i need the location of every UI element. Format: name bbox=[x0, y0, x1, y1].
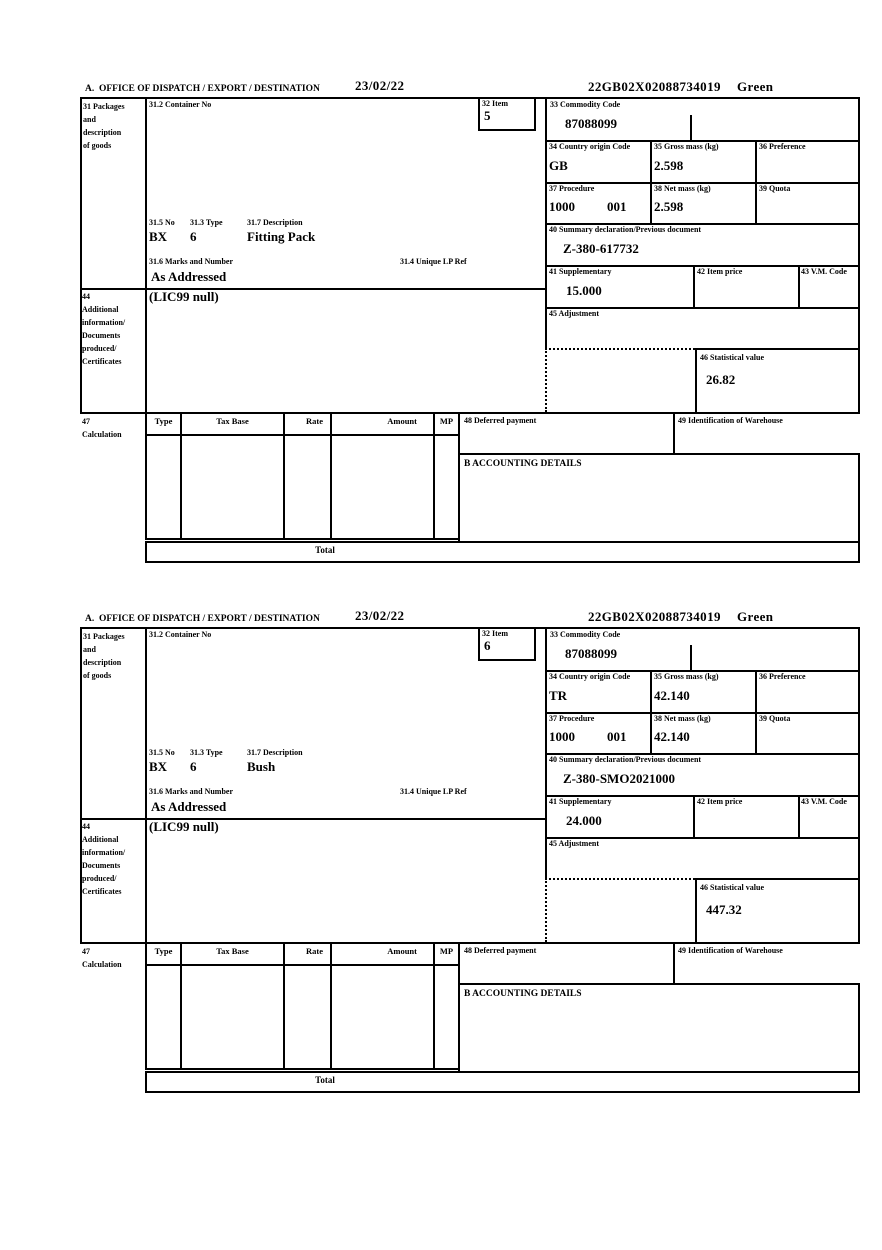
border-line bbox=[433, 412, 435, 538]
border-line bbox=[145, 1068, 458, 1070]
additional-information-value: (LIC99 null) bbox=[149, 289, 219, 304]
additional-information-value: (LIC99 null) bbox=[149, 819, 219, 834]
label-line: description bbox=[83, 128, 122, 137]
label-line: 47 bbox=[82, 947, 90, 956]
deferred-payment-label: 48 Deferred payment bbox=[464, 416, 537, 425]
border-line bbox=[80, 942, 860, 944]
border-line bbox=[145, 434, 460, 436]
marks-number-value: As Addressed bbox=[151, 269, 227, 284]
border-line bbox=[673, 412, 675, 453]
sad-continuation-form bbox=[0, 609, 882, 1139]
border-line bbox=[283, 942, 285, 1068]
net-mass-label: 38 Net mass (kg) bbox=[654, 184, 711, 193]
border-line bbox=[858, 97, 860, 412]
border-line bbox=[695, 878, 697, 942]
calc-col-rate: Rate bbox=[306, 946, 323, 956]
office-of-dispatch-label: A. OFFICE OF DISPATCH / EXPORT / DESTINATION bbox=[85, 84, 320, 94]
summary-declaration-value: Z-380-617732 bbox=[563, 241, 639, 256]
package-type-label: 31.3 Type bbox=[190, 748, 223, 757]
border-line bbox=[145, 627, 147, 942]
packages-description-label bbox=[83, 630, 125, 682]
net-mass-label: 38 Net mass (kg) bbox=[654, 714, 711, 723]
statistical-value-label: 46 Statistical value bbox=[700, 353, 764, 362]
label-line: information/ bbox=[82, 848, 126, 857]
preference-label: 36 Preference bbox=[759, 142, 806, 151]
supplementary-label: 41 Supplementary bbox=[549, 797, 612, 806]
border-line bbox=[650, 140, 652, 223]
summary-declaration-label: 40 Summary declaration/Previous document bbox=[549, 225, 702, 234]
label-line: of goods bbox=[83, 671, 112, 680]
calculation-label bbox=[82, 945, 122, 971]
goods-description-value: Fitting Pack bbox=[247, 229, 316, 244]
border-line bbox=[145, 964, 460, 966]
border-line bbox=[330, 412, 332, 538]
border-line bbox=[693, 265, 695, 307]
border-line bbox=[180, 412, 182, 538]
border-line bbox=[798, 795, 800, 837]
label-line: Additional bbox=[82, 305, 119, 314]
item-number: 5 bbox=[484, 108, 491, 123]
quota-label: 39 Quota bbox=[759, 184, 791, 193]
statistical-value: 447.32 bbox=[706, 902, 742, 917]
border-line bbox=[145, 412, 147, 538]
label-line: Certificates bbox=[82, 887, 122, 896]
label-line: and bbox=[83, 115, 96, 124]
label-line: produced/ bbox=[82, 874, 117, 883]
calc-col-taxbase: Tax Base bbox=[216, 416, 249, 426]
summary-declaration-label: 40 Summary declaration/Previous document bbox=[549, 755, 702, 764]
commodity-code-value: 87088099 bbox=[565, 646, 617, 661]
goods-description-value: Bush bbox=[247, 759, 276, 774]
calc-col-amount: Amount bbox=[387, 946, 417, 956]
commodity-code-divider bbox=[690, 645, 692, 670]
calc-col-taxbase: Tax Base bbox=[216, 946, 249, 956]
label-line: information/ bbox=[82, 318, 126, 327]
container-no-label: 31.2 Container No bbox=[149, 630, 212, 639]
statistical-value: 26.82 bbox=[706, 372, 736, 387]
item-label: 32 Item bbox=[482, 99, 508, 108]
calc-col-amount: Amount bbox=[387, 416, 417, 426]
border-line bbox=[858, 627, 860, 942]
country-origin-value: TR bbox=[549, 688, 568, 703]
border-line bbox=[695, 878, 860, 880]
item-price-label: 42 Item price bbox=[697, 797, 743, 806]
calc-col-rate: Rate bbox=[306, 416, 323, 426]
label-line: Documents bbox=[82, 861, 121, 870]
dotted-line bbox=[545, 348, 547, 412]
supplementary-value: 24.000 bbox=[566, 813, 602, 828]
procedure-label: 37 Procedure bbox=[549, 184, 595, 193]
quota-label: 39 Quota bbox=[759, 714, 791, 723]
office-of-dispatch-label: A. OFFICE OF DISPATCH / EXPORT / DESTINATION bbox=[85, 614, 320, 624]
dotted-line bbox=[545, 348, 695, 350]
description-label: 31.7 Description bbox=[247, 748, 303, 757]
border-line bbox=[145, 97, 147, 412]
border-line bbox=[695, 348, 697, 412]
preference-label: 36 Preference bbox=[759, 672, 806, 681]
package-count-value: 6 bbox=[190, 229, 197, 244]
sad-continuation-form bbox=[0, 79, 882, 609]
package-no-label: 31.5 No bbox=[149, 748, 175, 757]
border-line bbox=[145, 942, 147, 1068]
border-line bbox=[80, 97, 860, 99]
item-price-label: 42 Item price bbox=[697, 267, 743, 276]
package-kind-value: BX bbox=[149, 229, 168, 244]
total-label: Total bbox=[315, 545, 335, 555]
calc-col-type: Type bbox=[154, 946, 173, 956]
marks-number-label: 31.6 Marks and Number bbox=[149, 787, 234, 796]
package-no-label: 31.5 No bbox=[149, 218, 175, 227]
border-line bbox=[798, 265, 800, 307]
marks-number-label: 31.6 Marks and Number bbox=[149, 257, 234, 266]
supplementary-label: 41 Supplementary bbox=[549, 267, 612, 276]
border-line bbox=[755, 140, 757, 223]
marks-number-value: As Addressed bbox=[151, 799, 227, 814]
acceptance-date: 23/02/22 bbox=[355, 608, 405, 623]
border-line bbox=[673, 942, 675, 983]
additional-information-label bbox=[82, 820, 125, 898]
calc-col-mp: MP bbox=[439, 946, 454, 956]
label-line: Calculation bbox=[82, 430, 122, 439]
warehouse-id-label: 49 Identification of Warehouse bbox=[678, 416, 783, 425]
package-kind-value: BX bbox=[149, 759, 168, 774]
gross-mass-label: 35 Gross mass (kg) bbox=[654, 672, 719, 681]
vm-code-label: 43 V.M. Code bbox=[801, 267, 847, 276]
commodity-code-label: 33 Commodity Code bbox=[550, 630, 621, 639]
label-line: Certificates bbox=[82, 357, 122, 366]
label-line: of goods bbox=[83, 141, 112, 150]
net-mass-value: 2.598 bbox=[654, 199, 684, 214]
commodity-code-label: 33 Commodity Code bbox=[550, 100, 621, 109]
border-line bbox=[180, 942, 182, 1068]
label-line: Additional bbox=[82, 835, 119, 844]
declaration-reference: 22GB02X02088734019 bbox=[588, 79, 721, 94]
calc-col-mp: MP bbox=[439, 416, 454, 426]
container-no-label: 31.2 Container No bbox=[149, 100, 212, 109]
description-label: 31.7 Description bbox=[247, 218, 303, 227]
procedure-additional-value: 001 bbox=[607, 199, 627, 214]
border-line bbox=[80, 627, 860, 629]
label-line: 44 bbox=[82, 292, 90, 301]
label-line: 44 bbox=[82, 822, 90, 831]
accounting-details-label: B ACCOUNTING DETAILS bbox=[464, 989, 582, 999]
adjustment-label: 45 Adjustment bbox=[549, 309, 600, 318]
country-origin-label: 34 Country origin Code bbox=[549, 672, 631, 681]
additional-information-label bbox=[82, 290, 125, 368]
commodity-code-divider bbox=[690, 115, 692, 140]
packages-description-label bbox=[83, 100, 125, 152]
procedure-value: 1000 bbox=[549, 729, 575, 744]
adjustment-label: 45 Adjustment bbox=[549, 839, 600, 848]
dotted-line bbox=[545, 878, 695, 880]
summary-declaration-value: Z-380-SMO2021000 bbox=[563, 771, 675, 786]
routing-status: Green bbox=[737, 609, 774, 624]
border-line bbox=[330, 942, 332, 1068]
label-line: Calculation bbox=[82, 960, 122, 969]
accounting-details-label: B ACCOUNTING DETAILS bbox=[464, 459, 582, 469]
calc-col-type: Type bbox=[154, 416, 173, 426]
procedure-label: 37 Procedure bbox=[549, 714, 595, 723]
routing-status: Green bbox=[737, 79, 774, 94]
country-origin-value: GB bbox=[549, 158, 568, 173]
deferred-payment-label: 48 Deferred payment bbox=[464, 946, 537, 955]
procedure-value: 1000 bbox=[549, 199, 575, 214]
border-line bbox=[433, 942, 435, 1068]
label-line: produced/ bbox=[82, 344, 117, 353]
unique-lp-ref-label: 31.4 Unique LP Ref bbox=[400, 257, 467, 266]
item-label: 32 Item bbox=[482, 629, 508, 638]
declaration-reference: 22GB02X02088734019 bbox=[588, 609, 721, 624]
border-line bbox=[283, 412, 285, 538]
label-line: Documents bbox=[82, 331, 121, 340]
label-line: and bbox=[83, 645, 96, 654]
total-label: Total bbox=[315, 1075, 335, 1085]
label-line: 47 bbox=[82, 417, 90, 426]
commodity-code-value: 87088099 bbox=[565, 116, 617, 131]
gross-mass-value: 42.140 bbox=[654, 688, 690, 703]
gross-mass-label: 35 Gross mass (kg) bbox=[654, 142, 719, 151]
net-mass-value: 42.140 bbox=[654, 729, 690, 744]
vm-code-label: 43 V.M. Code bbox=[801, 797, 847, 806]
calculation-label bbox=[82, 415, 122, 441]
unique-lp-ref-label: 31.4 Unique LP Ref bbox=[400, 787, 467, 796]
label-line: description bbox=[83, 658, 122, 667]
package-type-label: 31.3 Type bbox=[190, 218, 223, 227]
dotted-line bbox=[545, 878, 547, 942]
statistical-value-label: 46 Statistical value bbox=[700, 883, 764, 892]
country-origin-label: 34 Country origin Code bbox=[549, 142, 631, 151]
border-line bbox=[755, 670, 757, 753]
procedure-additional-value: 001 bbox=[607, 729, 627, 744]
gross-mass-value: 2.598 bbox=[654, 158, 684, 173]
border-line bbox=[145, 538, 458, 540]
border-line bbox=[650, 670, 652, 753]
supplementary-value: 15.000 bbox=[566, 283, 602, 298]
item-number: 6 bbox=[484, 638, 491, 653]
warehouse-id-label: 49 Identification of Warehouse bbox=[678, 946, 783, 955]
border-line bbox=[695, 348, 860, 350]
package-count-value: 6 bbox=[190, 759, 197, 774]
border-line bbox=[693, 795, 695, 837]
label-line: 31 Packages bbox=[83, 102, 125, 111]
label-line: 31 Packages bbox=[83, 632, 125, 641]
acceptance-date: 23/02/22 bbox=[355, 78, 405, 93]
border-line bbox=[80, 412, 860, 414]
